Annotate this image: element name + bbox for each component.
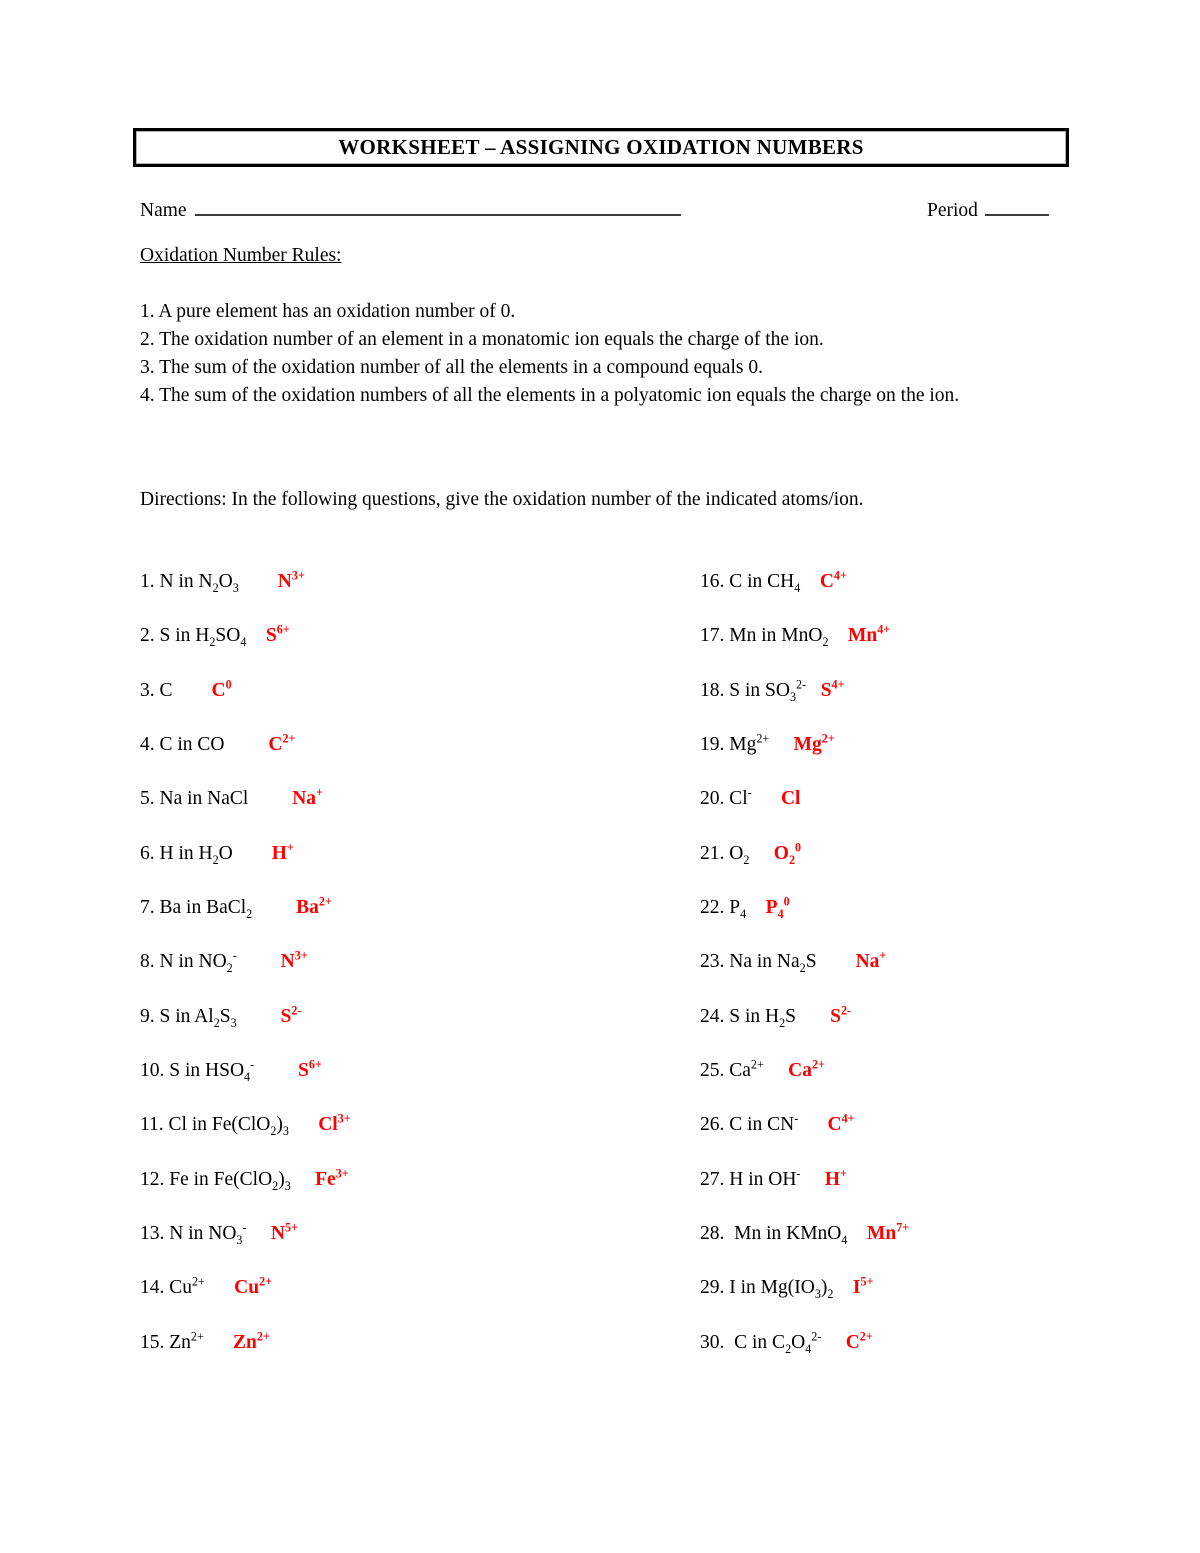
question-text: 1. N in $N_2O_3$ [140,571,239,595]
directions: Directions: In the following questions, give the oxidation number of the indicated atoms/ion. [140,489,864,510]
question-text: 8. N in $NO_2^-$ [140,948,237,976]
answer-text: $O_2^0$ [773,840,802,867]
name-period-row [140,194,1062,222]
question-row [700,677,1180,734]
answer-text: $Cl^{3+}$ [318,1111,351,1136]
name-blank-line [195,194,681,216]
question-row [140,1057,680,1114]
question-row [700,1329,1180,1386]
question-text: 27. H in OH- [700,1166,801,1190]
question-row [140,1166,680,1223]
question-text: 30. C in $C_2O_4^{2-}$ [700,1329,822,1356]
question-text: 28. Mn in KMnO$_4$ [700,1223,848,1248]
question-row [700,568,1180,625]
question-row [140,677,680,734]
answer-text: $S^{2-}$ [280,1003,302,1027]
answer-text: $C^{2+}$ [845,1329,873,1353]
question-row [140,1003,680,1060]
answer-text: H+ [271,840,294,864]
question-row [700,622,1180,679]
question-row [700,1274,1180,1331]
question-text: 9. S in $Al_2S_3$ [140,1005,237,1030]
answer-text: $Fe^{3+}$ [315,1166,349,1190]
question-text: 19. $Mg^{2+}$ [700,731,770,756]
answer-text: $Ca^{2+}$ [788,1057,825,1082]
question-row [140,894,680,951]
question-row [700,894,1180,951]
question-row [140,840,680,897]
answer-text: $S^{6+}$ [297,1057,322,1082]
question-row [140,731,680,788]
question-row [140,622,680,679]
answer-text: $Cu^{2+}$ [234,1274,272,1299]
question-row [700,1057,1180,1114]
answer-text: $Mg^{2+}$ [793,731,835,756]
rule-item: 1. A pure element has an oxidation number of 0. [140,301,516,322]
question-text: 21. $O_2$ [700,842,750,867]
question-text: 12. Fe in $Fe(ClO_2)_3$ [140,1168,291,1193]
question-text: 10. S in $HSO_4^-$ [140,1057,255,1084]
answer-text: $I^{5+}$ [852,1274,874,1299]
answer-text: $Mn^{4+}$ [847,622,891,647]
answer-text: $N^{3+}$ [277,568,305,592]
question-row [700,948,1180,1005]
answer-text: $P_4^0$ [765,894,790,921]
answer-text: Na+ [855,948,887,973]
question-text: 14. $Cu^{2+}$ [140,1274,205,1299]
answer-text: $Ba^{2+}$ [296,894,332,919]
question-text: 16. C in $CH_4$ [700,571,801,595]
answer-text: $C^{4+}$ [819,568,847,592]
period-label: Period [927,200,978,221]
question-text: 3. C [140,679,212,701]
title-box [133,128,1069,167]
answer-text: $S^{6+}$ [265,622,290,647]
rule-item: 3. The sum of the oxidation number of all the elements in a compound equals 0. [140,357,763,378]
rules-heading: Oxidation Number Rules: [140,245,342,266]
answer-text: $Mn^{7+}$ [866,1220,910,1245]
question-text: 11. Cl in $Fe(ClO_2)_3$ [140,1114,289,1139]
answer-text: $N^{3+}$ [280,948,308,973]
rules-list [140,298,1052,410]
period-field [927,194,1049,222]
question-text: 29. I in $Mg(IO_3)_2$ [700,1277,834,1302]
question-text: 22. $P_4$ [700,897,747,921]
answer-text: Cl [780,788,801,810]
question-row [700,1003,1180,1060]
answer-text: Na+ [292,785,323,810]
question-row [700,1166,1180,1223]
answer-text: $C^{2+}$ [268,731,296,756]
question-row [700,840,1180,897]
question-row [140,1111,680,1168]
question-text: 15. $Zn^{2+}$ [140,1329,204,1353]
question-text: 26. C in CN- [700,1111,799,1136]
questions-column-left [140,568,680,1386]
question-text: 4. C in CO [140,734,269,756]
rule-item: 4. The sum of the oxidation numbers of all the elements in a polyatomic ion equals the charge on the ion. [140,385,960,406]
question-row [700,1111,1180,1168]
answer-text: $Zn^{2+}$ [233,1329,270,1353]
question-text: 17. Mn in MnO$_2$ [700,625,829,650]
question-text: 25. $Ca^{2+}$ [700,1057,764,1082]
question-text: 18. S in $SO_3^{2-}$ [700,677,807,704]
question-text: 5. Na in NaCl [140,788,293,810]
question-row [700,731,1180,788]
question-text: 6. H in $H_2O$ [140,842,272,867]
question-text: 20. Cl- [700,785,752,810]
question-row [700,1220,1180,1277]
answer-text: $N^{5+}$ [270,1220,298,1245]
answer-text: $S^{4+}$ [820,677,845,701]
question-row [140,1274,680,1331]
question-text: 23. Na in $Na_2S$ [700,951,856,976]
question-row [140,1220,680,1277]
question-text: 7. Ba in BaCl$_2$ [140,897,253,921]
question-text: 2. S in $H_2SO_4$ [140,625,247,650]
period-blank-line [985,194,1049,216]
question-row [140,785,680,842]
answer-text: $C^0$ [211,677,232,701]
answer-text: H+ [824,1166,847,1190]
name-label: Name [140,200,187,221]
question-row [700,785,1180,842]
question-row [140,568,680,625]
question-text: 13. N in $NO_3^-$ [140,1220,247,1248]
rule-item: 2. The oxidation number of an element in a monatomic ion equals the charge of the ion. [140,329,824,350]
questions-column-right [700,568,1180,1386]
page-title: WORKSHEET – ASSIGNING OXIDATION NUMBERS [338,135,864,159]
answer-text: $C^{4+}$ [827,1111,855,1136]
answer-text: $S^{2-}$ [830,1003,852,1027]
question-row [140,948,680,1005]
question-row [140,1329,680,1386]
question-text: 24. S in $H_2S$ [700,1005,831,1030]
